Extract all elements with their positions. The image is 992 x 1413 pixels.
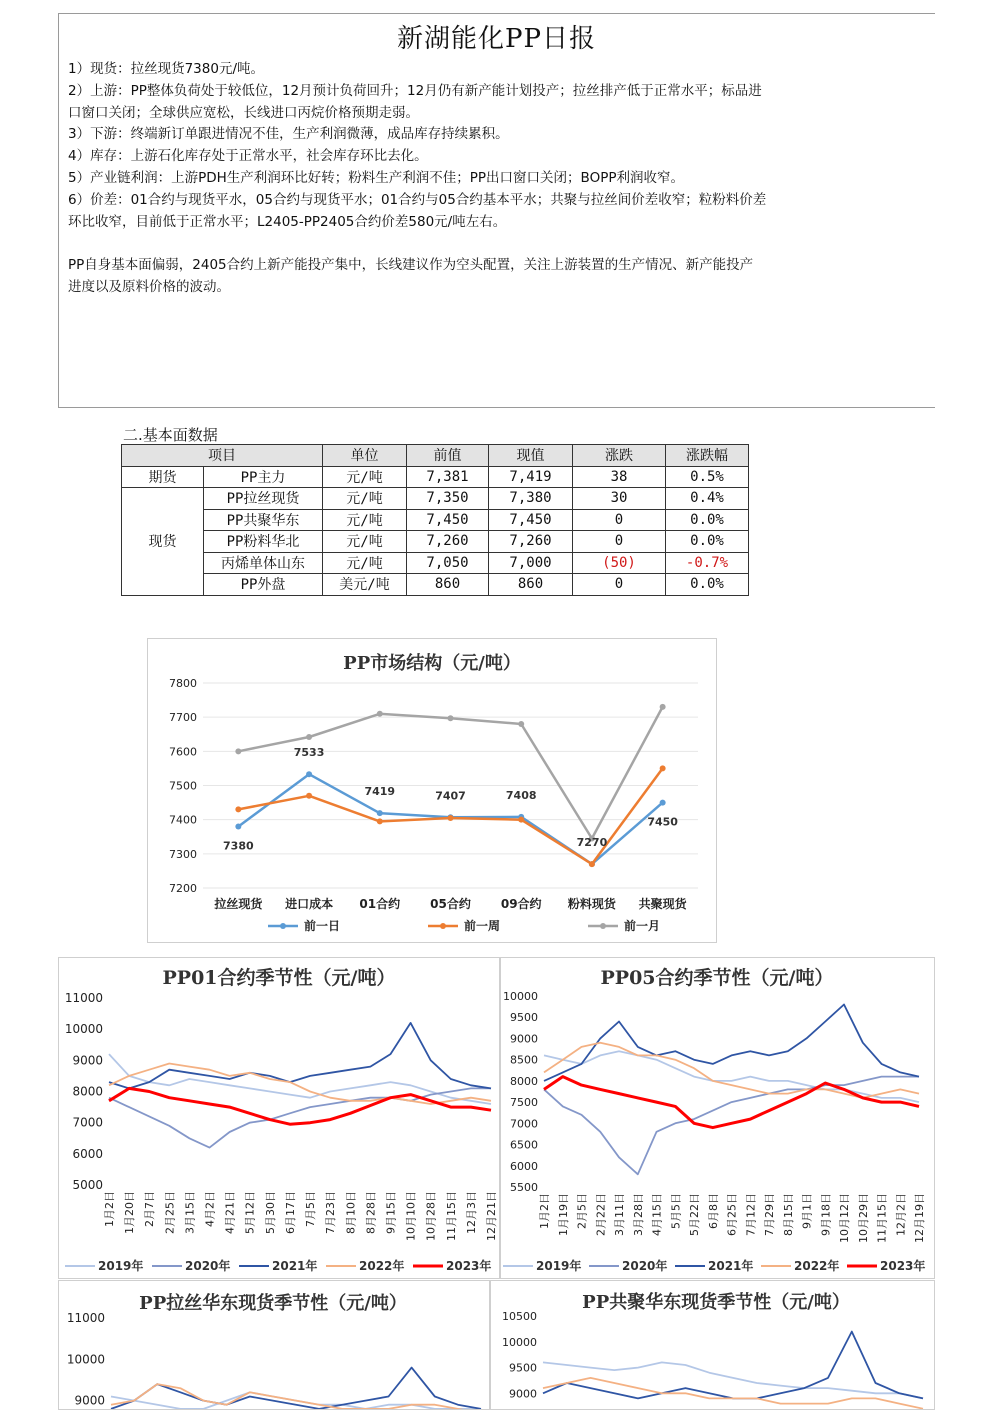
cell-item: 丙烯单体山东 [204,552,323,574]
legend-label: 前一日 [304,919,341,933]
data-point [518,817,524,823]
section-title: 二.基本面数据 [123,426,218,444]
x-date-label: 6月17日 [283,1191,297,1234]
x-date-label: 5月22日 [688,1193,701,1236]
group-spot: 现货 [122,488,204,596]
y-tick-label: 9000 [509,1387,537,1401]
x-category-label: 05合约 [430,897,471,911]
report-line: 6）价差：01合约与现货平水，05合约与现货平水；01合约与05合约基本平水；共聚与拉丝间价差收窄；粒粉料价差 [68,191,767,208]
y-tick-label: 7500 [169,779,197,793]
x-date-label: 1月19日 [556,1193,570,1236]
cell-pct: 0.4% [666,488,749,510]
market-structure-chart [147,638,717,943]
cell-pct: 0.0% [666,509,749,531]
x-date-label: 3月28日 [631,1193,645,1236]
cell-unit: 美元/吨 [323,574,407,596]
report-line: 口窗口关闭；全球供应宽松，长线进口丙烷价格预期走弱。 [68,104,419,121]
cell-prev: 7,050 [407,552,489,574]
cell-chg: 0 [573,574,666,596]
x-date-label: 9月1日 [800,1193,814,1229]
cell-prev: 7,260 [407,531,489,553]
legend-label: 2023年 [446,1259,492,1273]
data-point [660,765,666,771]
data-label: 7450 [647,815,678,829]
x-category-label: 拉丝现货 [214,897,263,911]
cell-unit: 元/吨 [323,488,407,510]
summary-line: 进度以及原料价格的波动。 [68,279,230,296]
x-date-label: 5月5日 [669,1193,683,1229]
legend-marker [600,923,606,929]
chart-title: PP拉丝华东现货季节性（元/吨） [139,1293,407,1314]
table-row [122,488,749,510]
report-body [68,59,924,299]
data-label: 7533 [293,746,325,760]
header-curr: 现值 [489,445,573,467]
x-date-label: 6月25日 [725,1193,739,1236]
legend-label: 2021年 [708,1259,754,1273]
drawn-spot-seasonal-svg [59,1281,489,1409]
cell-curr: 7,000 [489,552,573,574]
data-point [377,810,383,816]
x-category-label: 01合约 [359,897,401,911]
cell-curr: 7,260 [489,531,573,553]
legend-label: 2020年 [185,1259,231,1273]
cell-prev: 7,350 [407,488,489,510]
y-tick-label: 8500 [510,1053,538,1067]
header-pct: 涨跌幅 [666,445,749,467]
table-row [122,552,749,574]
legend-label: 前一月 [624,919,661,933]
x-date-label: 8月15日 [781,1193,795,1236]
chart-title: PP01合约季节性（元/吨） [162,967,396,989]
y-tick-label: 5000 [72,1178,103,1192]
header-item: 项目 [122,445,323,467]
x-date-label: 2月22日 [594,1193,608,1236]
y-tick-label: 7600 [169,745,197,759]
y-tick-label: 7800 [169,677,197,690]
cell-prev: 7,381 [407,466,489,488]
data-point [235,824,241,830]
x-date-label: 4月2日 [203,1191,217,1227]
cell-chg: 38 [573,466,666,488]
y-tick-label: 7300 [169,847,197,861]
cell-item: PP外盘 [204,574,323,596]
legend-marker [280,923,286,929]
table-row [122,574,749,596]
data-point [518,721,524,727]
cell-chg: 0 [573,509,666,531]
data-label: 7407 [435,789,466,803]
y-tick-label: 7700 [169,711,197,725]
data-point [448,815,454,821]
data-point [306,734,312,740]
x-date-label: 10月10日 [404,1191,418,1241]
y-tick-label: 10000 [502,1335,537,1349]
cell-chg: (50) [573,552,666,574]
chart-title: PP共聚华东现货季节性（元/吨） [582,1292,850,1313]
data-point [660,704,666,710]
report-line: 5）产业链利润：上游PDH生产利润环比好转；粉料生产利润不佳；PP出口窗口关闭；BOPP利润收窄。 [68,169,684,186]
report-title: 新湖能化PP日报 [397,24,596,54]
cell-curr: 7,450 [489,509,573,531]
cell-chg: 0 [573,531,666,553]
y-tick-label: 5500 [510,1181,538,1194]
x-category-label: 09合约 [500,897,542,911]
table-row [122,509,749,531]
cell-curr: 7,419 [489,466,573,488]
fundamentals-table [121,444,749,596]
data-point [377,711,383,717]
x-date-label: 8月28日 [364,1191,378,1234]
y-tick-label: 11000 [64,991,103,1005]
cell-item: PP粉料华北 [204,531,323,553]
cell-item: PP主力 [204,466,323,488]
x-date-label: 9月18日 [819,1193,833,1236]
report-line: 4）库存：上游石化库存处于正常水平，社会库存环比去化。 [68,148,428,165]
y-tick-label: 9500 [509,1361,537,1375]
group-futures: 期货 [122,466,204,488]
x-date-label: 7月12日 [744,1193,758,1236]
report-line: 1）现货：拉丝现货7380元/吨。 [68,61,264,77]
cell-unit: 元/吨 [323,509,407,531]
cell-pct: 0.0% [666,531,749,553]
x-date-label: 10月12日 [838,1193,851,1243]
legend-label: 2022年 [794,1259,840,1273]
y-tick-label: 7200 [169,882,197,895]
chart-title: PP05合约季节性（元/吨） [600,967,834,989]
series-line-2019年 [544,1051,919,1102]
x-date-label: 6月8日 [706,1193,720,1229]
y-tick-label: 10000 [64,1022,103,1037]
y-tick-label: 7000 [510,1117,538,1131]
y-tick-label: 9000 [74,1393,105,1408]
y-tick-label: 6000 [510,1159,538,1173]
pp05-seasonal-chart [500,957,935,1279]
legend-label: 2019年 [98,1259,144,1273]
report-line: 3）下游：终端新订单跟进情况不佳，生产利润微薄，成品库存持续累积。 [68,126,509,143]
data-point [235,748,241,754]
y-tick-label: 8000 [510,1074,538,1088]
legend-label: 前一周 [464,919,501,933]
y-tick-label: 10000 [66,1352,105,1367]
legend-marker [440,923,446,929]
data-label: 7270 [576,836,608,850]
legend-label: 2023年 [880,1259,926,1273]
series-line-2021年 [543,1332,923,1399]
data-label: 7380 [223,839,254,853]
cell-unit: 元/吨 [323,466,407,488]
header-chg: 涨跌 [573,445,666,467]
x-date-label: 7月23日 [324,1191,338,1234]
y-tick-label: 11000 [66,1311,105,1325]
cell-unit: 元/吨 [323,552,407,574]
x-date-label: 12月21日 [485,1191,498,1241]
y-tick-label: 6500 [510,1138,538,1152]
legend-label: 2019年 [536,1259,582,1273]
header-prev: 前值 [407,445,489,467]
cell-prev: 860 [407,574,489,596]
data-point [306,771,312,777]
y-tick-label: 7400 [169,813,197,827]
summary-line: PP自身基本面偏弱，2405合约上新产能投产集中，长线建议作为空头配置，关注上游装置的生产情况、新产能投产 [68,257,754,274]
y-tick-label: 9500 [510,1011,538,1025]
x-date-label: 5月12日 [243,1191,257,1234]
data-point [235,806,241,812]
cell-curr: 7,380 [489,488,573,510]
legend-label: 2020年 [622,1259,668,1273]
data-point [306,793,312,799]
x-date-label: 7月29日 [763,1193,776,1236]
cell-pct: 0.5% [666,466,749,488]
market-structure-svg [148,639,716,942]
x-date-label: 3月11日 [613,1193,626,1236]
x-date-label: 9月15日 [384,1191,398,1234]
x-category-label: 进口成本 [285,897,334,911]
x-category-label: 粉料现货 [567,897,616,911]
x-date-label: 4月15日 [650,1193,664,1236]
x-date-label: 1月2日 [103,1191,116,1227]
y-tick-label: 10000 [503,990,538,1003]
copolymer-spot-seasonal-chart [490,1280,935,1410]
y-tick-label: 7500 [510,1096,538,1110]
y-tick-label: 6000 [72,1146,103,1161]
cell-prev: 7,450 [407,509,489,531]
data-point [448,715,454,721]
x-date-label: 3月15日 [183,1191,197,1234]
x-category-label: 共聚现货 [638,897,687,911]
y-tick-label: 9000 [510,1032,538,1046]
report-line: 环比收窄，目前低于正常水平；L2405-PP2405合约价差580元/吨左右。 [68,213,507,230]
data-point [660,800,666,806]
drawn-spot-seasonal-chart [58,1280,490,1410]
x-date-label: 10月28日 [424,1191,438,1241]
series-line-2022年 [543,1378,923,1409]
pp01-seasonal-chart [58,957,500,1279]
copolymer-spot-seasonal-svg [491,1281,934,1409]
x-date-label: 12月2日 [894,1193,908,1236]
x-date-label: 12月19日 [913,1193,926,1243]
legend-label: 2022年 [359,1259,405,1273]
pp05-seasonal-svg [501,958,934,1278]
x-date-label: 5月30日 [263,1191,277,1234]
cell-curr: 860 [489,574,573,596]
x-date-label: 1月2日 [538,1193,551,1229]
x-date-label: 4月21日 [223,1191,237,1234]
cell-item: PP共聚华东 [204,509,323,531]
x-date-label: 11月15日 [444,1191,458,1241]
data-point [377,818,383,824]
table-row [122,531,749,553]
x-date-label: 7月5日 [304,1191,318,1227]
data-label: 7408 [505,788,537,802]
x-date-label: 8月10日 [344,1191,358,1234]
x-date-label: 12月3日 [464,1191,478,1234]
y-tick-label: 9000 [72,1053,103,1068]
legend-label: 2021年 [272,1259,318,1273]
cell-pct: 0.0% [666,574,749,596]
x-date-label: 2月25日 [163,1191,177,1234]
x-date-label: 11月15日 [875,1193,889,1243]
x-date-label: 10月29日 [856,1193,870,1243]
cell-pct: -0.7% [666,552,749,574]
data-label: 7419 [364,785,396,799]
y-tick-label: 7000 [72,1115,103,1130]
cell-unit: 元/吨 [323,531,407,553]
y-tick-label: 8000 [72,1084,103,1099]
series-line-2020年 [544,1077,919,1175]
chart-title: PP市场结构（元/吨） [343,653,521,674]
x-date-label: 2月5日 [575,1193,589,1229]
table-row [122,466,749,488]
x-date-label: 2月7日 [143,1191,157,1227]
header-unit: 单位 [323,445,407,467]
pp01-seasonal-svg [59,958,499,1278]
series-line-2021年 [109,1023,491,1089]
cell-item: PP拉丝现货 [204,488,323,510]
cell-chg: 30 [573,488,666,510]
data-point [589,861,595,867]
table-header-row [122,445,749,467]
x-date-label: 1月20日 [123,1191,137,1234]
report-line: 2）上游：PP整体负荷处于较低位，12月预计负荷回升；12月仍有新产能计划投产；拉丝排产低于正常水平；标品进 [68,82,762,99]
y-tick-label: 10500 [502,1310,537,1324]
